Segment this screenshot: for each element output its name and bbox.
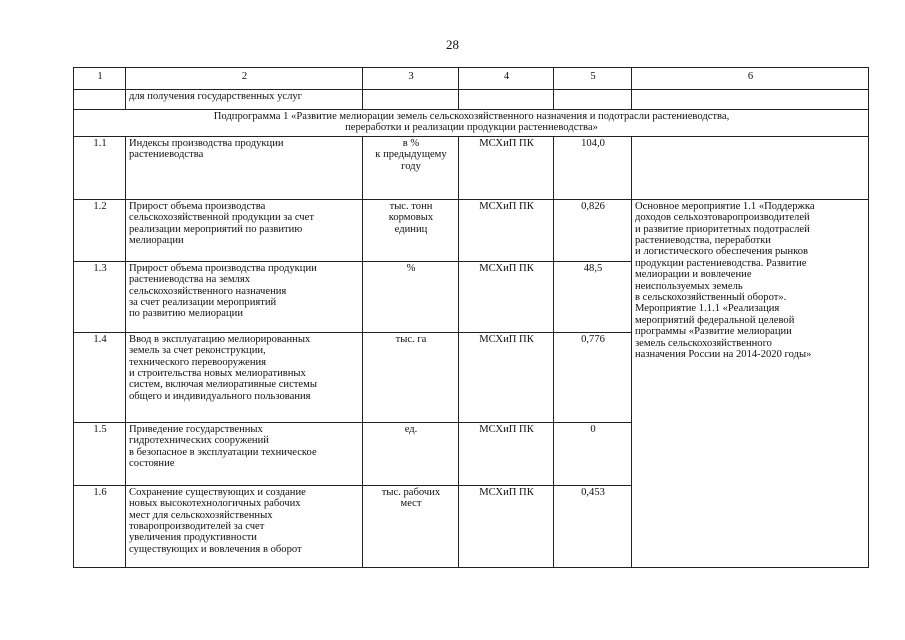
unit-cell: ед. bbox=[363, 422, 459, 485]
unit-cell: тыс. тонн кормовых единиц bbox=[363, 199, 459, 261]
unit-cell: тыс. га bbox=[363, 332, 459, 422]
responsible-cell: МСХиП ПК bbox=[459, 136, 554, 199]
header-row bbox=[74, 68, 869, 90]
header-cell: 2 bbox=[126, 68, 363, 90]
row-number: 1.6 bbox=[74, 485, 126, 567]
measure-cell: Основное мероприятие 1.1 «Поддержка доходов сельхозтоваропроизводителей и развитие приоритетных подотраслей растениеводства, переработки и логистического обеспечения рынков продукции растениеводства. Развитие мелиорации и вовлечение неиспользуемых земель в сельскохозяйственный оборот». Мероприятие 1.1.1 «Реализация мероприятий федеральной целевой программы «Развитие мелиорации земель сельскохозяйственного назначения России на 2014-2020 годы» bbox=[632, 199, 869, 567]
unit-cell: % bbox=[363, 261, 459, 332]
row-number: 1.4 bbox=[74, 332, 126, 422]
unit-cell: в % к предыдущему году bbox=[363, 136, 459, 199]
header-cell: 3 bbox=[363, 68, 459, 90]
table-row bbox=[74, 136, 869, 199]
row-number: 1.5 bbox=[74, 422, 126, 485]
responsible-cell: МСХиП ПК bbox=[459, 199, 554, 261]
subprogram-title: Подпрограмма 1 «Развитие мелиорации земель сельскохозяйственного назначения и подотрасли растениеводства, переработки и реализации продукции растениеводства» bbox=[74, 110, 869, 137]
indicator-name: Приведение государственных гидротехнических сооружений в безопасное в эксплуатации техническое состояние bbox=[126, 422, 363, 485]
header-cell: 6 bbox=[632, 68, 869, 90]
value-cell: 0,826 bbox=[554, 199, 632, 261]
value-cell: 104,0 bbox=[554, 136, 632, 199]
indicator-name: Прирост объема производства продукции растениеводства на землях сельскохозяйственного назначения за счет реализации мероприятий по развитию мелиорации bbox=[126, 261, 363, 332]
responsible-cell: МСХиП ПК bbox=[459, 261, 554, 332]
continuation-text: для получения государственных услуг bbox=[126, 90, 363, 110]
empty-cell bbox=[632, 136, 869, 199]
row-number: 1.3 bbox=[74, 261, 126, 332]
table-row bbox=[74, 199, 869, 261]
indicator-name: Прирост объема производства сельскохозяйственной продукции за счет реализации мероприятий по развитию мелиорации bbox=[126, 199, 363, 261]
indicator-name: Сохранение существующих и создание новых высокотехнологичных рабочих мест для сельскохозяйственных товаропроизводителей за счет увеличения продуктивности существующих и вовлечения в оборот bbox=[126, 485, 363, 567]
indicators-table bbox=[73, 67, 869, 568]
continuation-row bbox=[74, 90, 869, 110]
subprogram-row bbox=[74, 110, 869, 137]
responsible-cell: МСХиП ПК bbox=[459, 422, 554, 485]
row-number: 1.2 bbox=[74, 199, 126, 261]
value-cell: 0,776 bbox=[554, 332, 632, 422]
unit-cell: тыс. рабочих мест bbox=[363, 485, 459, 567]
value-cell: 0,453 bbox=[554, 485, 632, 567]
page-number: 28 bbox=[446, 37, 459, 52]
indicator-name: Ввод в эксплуатацию мелиорированных земель за счет реконструкции, технического перевооружения и строительства новых мелиоративных систем, включая мелиоративные системы общего и индивидуального пользования bbox=[126, 332, 363, 422]
indicator-name: Индексы производства продукции растениеводства bbox=[126, 136, 363, 199]
row-number: 1.1 bbox=[74, 136, 126, 199]
responsible-cell: МСХиП ПК bbox=[459, 332, 554, 422]
responsible-cell: МСХиП ПК bbox=[459, 485, 554, 567]
header-cell: 4 bbox=[459, 68, 554, 90]
value-cell: 48,5 bbox=[554, 261, 632, 332]
header-cell: 5 bbox=[554, 68, 632, 90]
value-cell: 0 bbox=[554, 422, 632, 485]
header-cell: 1 bbox=[74, 68, 126, 90]
